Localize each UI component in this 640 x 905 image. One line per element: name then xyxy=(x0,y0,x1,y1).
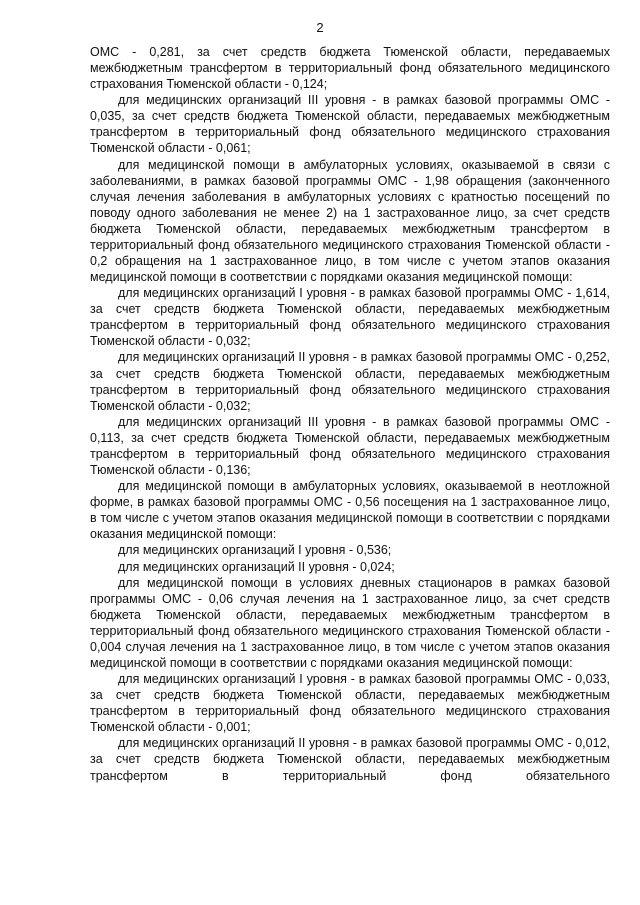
paragraph: для медицинских организаций I уровня - в рамках базовой программы ОМС - 1,614, за счет средств бюджета Тюменской области, передаваемых межбюджетным трансфертом в территориальный фонд обязательного медицинского страхования Тюменской области - 0,032; xyxy=(90,286,610,349)
paragraph: для медицинских организаций III уровня - в рамках базовой программы ОМС - 0,035, за счет средств бюджета Тюменской области, передаваемых межбюджетным трансфертом в территориальный фонд обязательного медицинского страхования Тюменской области - 0,061; xyxy=(90,93,610,156)
document-body xyxy=(90,44,610,784)
paragraph: ОМС - 0,281, за счет средств бюджета Тюменской области, передаваемых межбюджетным трансфертом в территориальный фонд обязательного медицинского страхования Тюменской области - 0,124; xyxy=(90,45,610,92)
page-number: 2 xyxy=(316,20,324,35)
paragraph: для медицинской помощи в амбулаторных условиях, оказываемой в неотложной форме, в рамках базовой программы ОМС - 0,56 посещения на 1 застрахованное лицо, в том числе с учетом этапов оказания медицинской помощи в соответствии с порядками оказания медицинской помощи: xyxy=(90,479,610,542)
paragraph: для медицинских организаций I уровня - в рамках базовой программы ОМС - 0,033, за счет средств бюджета Тюменской области, передаваемых межбюджетным трансфертом в территориальный фонд обязательного медицинского страхования Тюменской области - 0,001; xyxy=(90,672,610,735)
paragraph: для медицинских организаций II уровня - 0,024; xyxy=(118,559,395,574)
paragraph: для медицинской помощи в условиях дневных стационаров в рамках базовой программы ОМС - 0,06 случая лечения на 1 застрахованное лицо, за счет средств бюджета Тюменской области, передаваемых межбюджетным трансфертом в территориальный фонд обязательного медицинского страхования Тюменской области - 0,004 случая лечения на 1 застрахованное лицо, в том числе с учетом этапов оказания медицинской помощи в соответствии с порядками оказания медицинской помощи: xyxy=(90,575,610,670)
paragraph: для медицинских организаций III уровня - в рамках базовой программы ОМС - 0,113, за счет средств бюджета Тюменской области, передаваемых межбюджетным трансфертом в территориальный фонд обязательного медицинского страхования Тюменской области - 0,136; xyxy=(90,414,610,478)
paragraph: для медицинских организаций II уровня - в рамках базовой программы ОМС - 0,252, за счет средств бюджета Тюменской области, передаваемых межбюджетным трансфертом в территориальный фонд обязательного медицинского страхования Тюменской области - 0,032; xyxy=(90,350,610,413)
paragraph: для медицинских организаций II уровня - в рамках базовой программы ОМС - 0,012, за счет средств бюджета Тюменской области, передаваемых межбюджетным трансфертом в территориальный фонд обязательного xyxy=(90,736,610,783)
paragraph: для медицинской помощи в амбулаторных условиях, оказываемой в связи с заболеваниями, в рамках базовой программы ОМС - 1,98 обращения (законченного случая лечения заболевания в амбулаторных условиях с кратностью посещений по поводу одного заболевания не менее 2) на 1 застрахованное лицо, за счет средств бюджета Тюменской области, передаваемых межбюджетным трансфертом в территориальный фонд обязательного медицинского страхования Тюменской области - 0,2 обращения на 1 застрахованное лицо, в том числе с учетом этапов оказания медицинской помощи в соответствии с порядками оказания медицинской помощи: xyxy=(90,157,610,285)
paragraph: для медицинских организаций I уровня - 0,536; xyxy=(118,543,392,558)
